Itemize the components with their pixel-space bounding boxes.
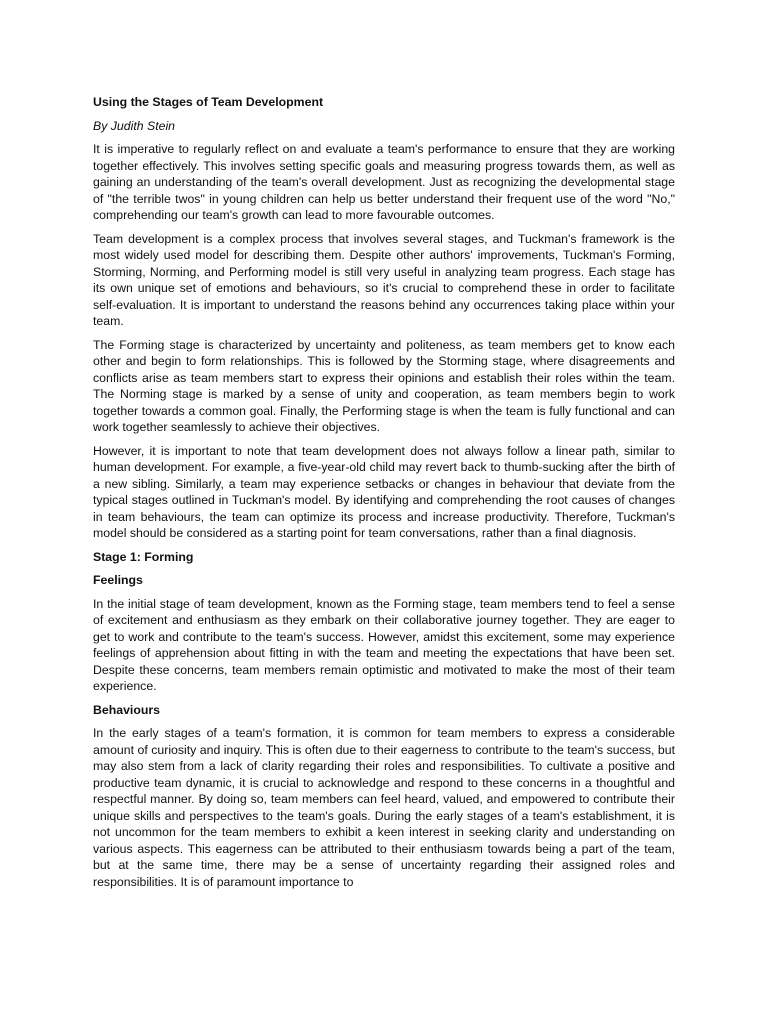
document-title: Using the Stages of Team Development bbox=[93, 95, 324, 109]
author-byline: By Judith Stein bbox=[93, 118, 176, 133]
feelings-paragraph: In the initial stage of team development, known as the Forming stage, team members tend to feel a sense of excitement and enthusiasm as they embark on their collaborative journey together. They are eager to get to work and contribute to the team's success. However, amidst this excitement, some may experience feelings of apprehension about fitting in with the team and meeting the expectations that have been set. Despite these concerns, team members remain optimistic and motivated to make the most of their team experience. bbox=[93, 596, 675, 693]
feelings-heading: Feelings bbox=[93, 573, 143, 587]
intro-paragraph: However, it is important to note that team development does not always follow a linear path, similar to human development. For example, a five-year-old child may revert back to thumb-sucking after the birth of a new sibling. Similarly, a team may experience setbacks or changes in behaviour that deviate from the typical stages outlined in Tuckman's model. By identifying and comprehending the root causes of changes in team behaviours, the team can optimize its process and increase productivity. Therefore, Tuckman's model should be considered as a starting point for team conversations, rather than a final diagnosis. bbox=[93, 443, 675, 540]
intro-paragraph: Team development is a complex process that involves several stages, and Tuckman's framework is the most widely used model for describing them. Despite other authors' improvements, Tuckman's Forming, Storming, Norming, and Performing model is still very useful in analyzing team progress. Each stage has its own unique set of emotions and behaviours, so it's crucial to comprehend these in order to facilitate self-evaluation. It is important to understand the reasons behind any occurrences taking place within your team. bbox=[93, 231, 675, 328]
behaviours-paragraph: In the early stages of a team's formation, it is common for team members to express a considerable amount of curiosity and inquiry. This is often due to their eagerness to contribute to the team's success, but may also stem from a lack of clarity regarding their roles and responsibilities. To cultivate a positive and productive team dynamic, it is crucial to acknowledge and respond to these concerns in a thoughtful and respectful manner. By doing so, team members can feel heard, valued, and empowered to contribute their unique skills and perspectives to the team's goals. During the early stages of a team's establishment, it is not uncommon for the team members to exhibit a keen interest in seeking clarity and understanding on various aspects. This eagerness can be attributed to their enthusiasm towards being a part of the team, but at the same time, there may be a sense of uncertainty regarding their assigned roles and responsibilities. It is of paramount importance to bbox=[93, 726, 675, 889]
intro-paragraph: It is imperative to regularly reflect on and evaluate a team's performance to ensure that they are working together effectively. This involves setting specific goals and measuring progress towards them, as well as gaining an understanding of the team's overall development. Just as recognizing the developmental stage of "the terrible twos" in young children can help us better understand their frequent use of the word "No," comprehending our team's growth can lead to more favourable outcomes. bbox=[93, 142, 675, 222]
behaviours-heading: Behaviours bbox=[93, 702, 160, 717]
intro-paragraph: The Forming stage is characterized by uncertainty and politeness, as team members get to know each other and begin to form relationships. This is followed by the Storming stage, where disagreements and conflicts arise as team members start to express their opinions and establish their roles within the team. The Norming stage is marked by a sense of unity and cooperation, as team members begin to work together towards a common goal. Finally, the Performing stage is when the team is fully functional and can work together seamlessly to achieve their objectives. bbox=[93, 337, 675, 434]
document-page bbox=[93, 94, 675, 897]
stage-heading: Stage 1: Forming bbox=[93, 549, 194, 564]
